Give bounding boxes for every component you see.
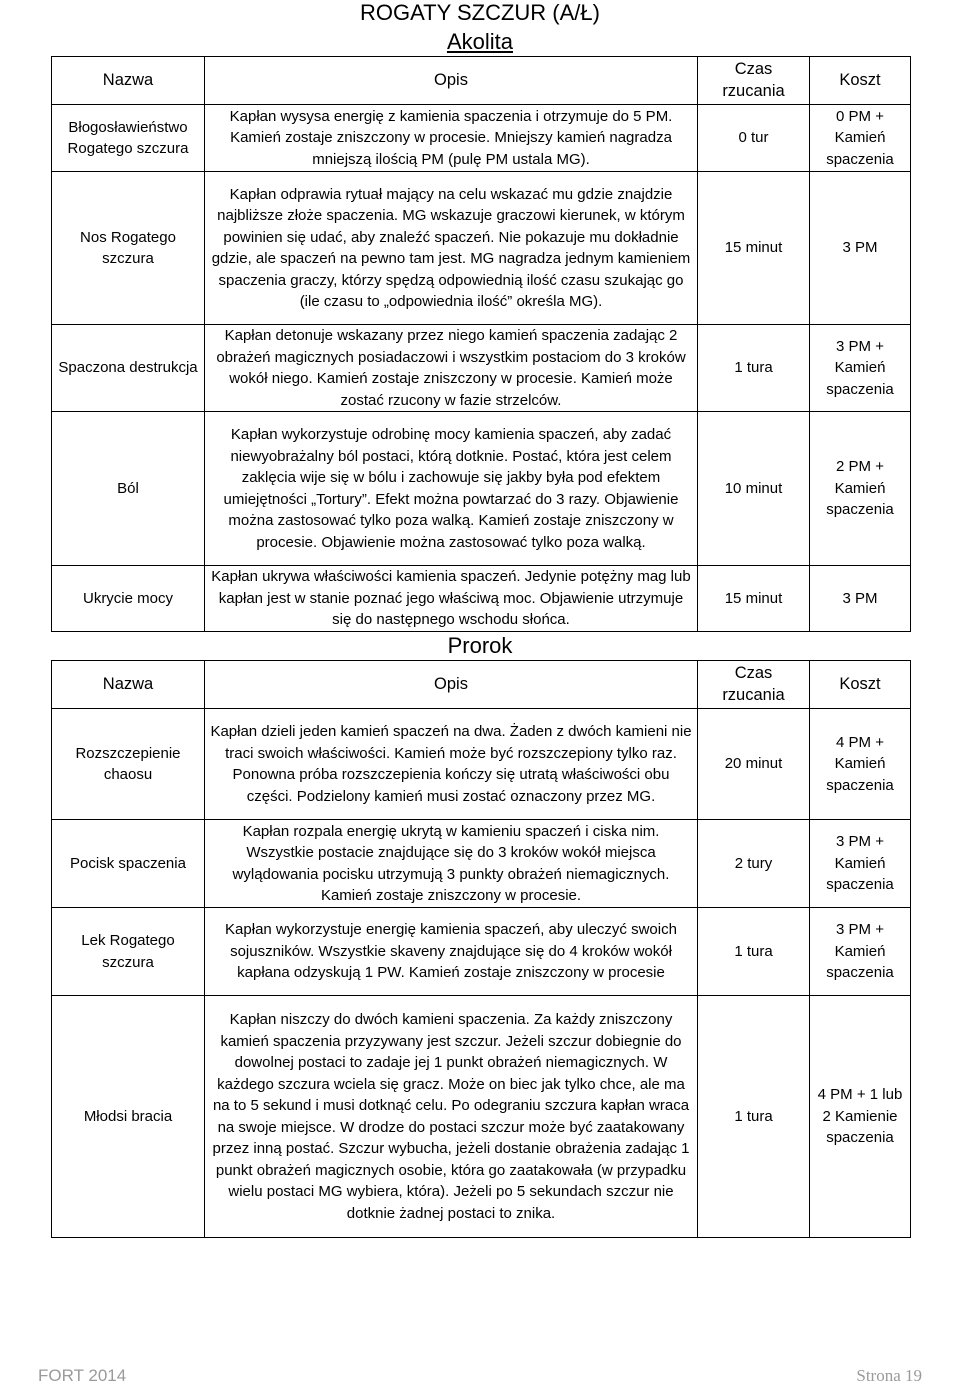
spell-name: Ukrycie mocy	[52, 566, 205, 632]
spell-time: 0 tur	[698, 105, 810, 172]
spell-name: Lek Rogatego szczura	[52, 908, 205, 996]
table-row	[52, 172, 911, 325]
spell-desc: Kapłan rozpala energię ukrytą w kamieniu spaczeń i ciska nim. Wszystkie postacie znajdujące się do 3 kroków wokół miejsca wylądowania pocisku utrzymują 3 punkty obrażeń niemagicznych. Kamień zostaje zniszczony w procesie.	[205, 820, 698, 908]
spell-cost: 3 PM + Kamień spaczenia	[810, 820, 911, 908]
spell-name: Ból	[52, 412, 205, 566]
header-name: Nazwa	[52, 57, 205, 105]
table-row	[52, 566, 911, 632]
spell-time: 1 tura	[698, 908, 810, 996]
spell-desc: Kapłan odprawia rytuał mający na celu wskazać mu gdzie znajdzie najbliższe złoże spaczenia. MG wskazuje graczowi kierunek, w którym powinien się udać, aby znaleźć spaczeń. Nie pokazuje mu dokładnie gdzie, ale spaczeń na pewno tam jest. MG nagradza jednym kamieniem spaczenia graczy, którzy spędzą odpowiednią ilość czasu szukając go (ile czasu to „odpowiednia ilość” określa MG).	[205, 172, 698, 325]
spell-time: 10 minut	[698, 412, 810, 566]
spell-name: Młodsi bracia	[52, 996, 205, 1238]
header-time: Czas rzucania	[698, 661, 810, 709]
spell-name: Pocisk spaczenia	[52, 820, 205, 908]
spell-cost: 3 PM + Kamień spaczenia	[810, 908, 911, 996]
document-title: ROGATY SZCZUR (A/Ł)	[360, 0, 600, 25]
table-row	[52, 709, 911, 820]
spell-desc: Kapłan wykorzystuje energię kamienia spaczeń, aby uleczyć swoich sojuszników. Wszystkie skaveny znajdujące się do 4 kroków wokół kapłana odzyskują 1 PW. Kamień zostaje zniszczony w procesie	[205, 908, 698, 996]
spell-time: 1 tura	[698, 325, 810, 412]
spell-cost: 0 PM + Kamień spaczenia	[810, 105, 911, 172]
spell-desc: Kapłan detonuje wskazany przez niego kamień spaczenia zadając 2 obrażeń magicznych posiadaczowi i wszystkim postaciom do 3 kroków wokół niego. Kamień zostaje zniszczony w procesie. Kamień może zostać rzucony w fazie strzelców.	[205, 325, 698, 412]
spell-name: Rozszczepienie chaosu	[52, 709, 205, 820]
spell-time: 1 tura	[698, 996, 810, 1238]
table-row	[52, 105, 911, 172]
spell-name: Nos Rogatego szczura	[52, 172, 205, 325]
table-row	[52, 908, 911, 996]
spell-name: Spaczona destrukcja	[52, 325, 205, 412]
table-row	[52, 996, 911, 1238]
spell-cost: 3 PM	[810, 566, 911, 632]
spell-cost: 2 PM + Kamień spaczenia	[810, 412, 911, 566]
spell-cost: 3 PM	[810, 172, 911, 325]
page-number: Strona 19	[856, 1366, 922, 1385]
header-cost: Koszt	[810, 661, 911, 709]
table-row	[52, 820, 911, 908]
spell-cost: 3 PM + Kamień spaczenia	[810, 325, 911, 412]
header-cost: Koszt	[810, 57, 911, 105]
table-header-row	[52, 661, 911, 709]
spell-desc: Kapłan wykorzystuje odrobinę mocy kamienia spaczeń, aby zadać niewyobrażalny ból postaci, którą dotknie. Postać, która jest celem zaklęcia wije się w bólu i zachowuje się jakby była pod efektem umiejętności „Tortury”. Efekt można powtarzać do 3 razy. Objawienie można zastosować tylko poza walką. Kamień zostaje zniszczony w procesie. Objawienie można zastosować tylko poza walką.	[205, 412, 698, 566]
spell-desc: Kapłan ukrywa właściwości kamienia spaczeń. Jedynie potężny mag lub kapłan jest w stanie poznać jego właściwą moc. Objawienie utrzymuje się do następnego wschodu słońca.	[205, 566, 698, 632]
spell-table-akolita	[51, 56, 911, 632]
spell-cost: 4 PM + Kamień spaczenia	[810, 709, 911, 820]
spell-desc: Kapłan wysysa energię z kamienia spaczenia i otrzymuje do 5 PM. Kamień zostaje zniszczony w procesie. Mniejszy kamień nagradza mniejszą ilością PM (pulę PM ustala MG).	[205, 105, 698, 172]
spell-name: Błogosławieństwo Rogatego szczura	[52, 105, 205, 172]
spell-time: 15 minut	[698, 172, 810, 325]
spell-desc: Kapłan dzieli jeden kamień spaczeń na dwa. Żaden z dwóch kamieni nie traci swoich właściwości. Kamień może być rozszczepiony tylko raz. Ponowna próba rozszczepienia kończy się utratą właściwości obu części. Podzielony kamień musi zostać oznaczony przez MG.	[205, 709, 698, 820]
header-desc: Opis	[205, 661, 698, 709]
spell-table-prorok	[51, 660, 911, 1238]
footer-left: FORT 2014	[38, 1366, 127, 1385]
header-name: Nazwa	[52, 661, 205, 709]
section-title-prorok: Prorok	[447, 633, 513, 658]
header-time: Czas rzucania	[698, 57, 810, 105]
spell-cost: 4 PM + 1 lub 2 Kamienie spaczenia	[810, 996, 911, 1238]
table-row	[52, 412, 911, 566]
section-title-akolita: Akolita	[446, 29, 514, 54]
spell-time: 20 minut	[698, 709, 810, 820]
header-desc: Opis	[205, 57, 698, 105]
spell-time: 15 minut	[698, 566, 810, 632]
table-header-row	[52, 57, 911, 105]
spell-time: 2 tury	[698, 820, 810, 908]
table-row	[52, 325, 911, 412]
spell-desc: Kapłan niszczy do dwóch kamieni spaczenia. Za każdy zniszczony kamień spaczenia przyzywany jest szczur. Jeżeli szczur dobiegnie do dowolnej postaci to zadaje jej 1 punkt obrażeń niemagicznych. W każdego szczura wciela się gracz. Może on biec jak tylko chce, ale ma na to 5 sekund i musi dotknąć celu. Po odegraniu szczura kapłan wraca na swoje miejsce. W drodze do postaci szczur może być zaatakowany przez inną postać. Szczur wybucha, jeżeli dostanie obrażenia zadając 1 punkt obrażeń magicznych osobie, która go zaatakowała (w przypadku wielu postaci MG wybiera, która). Jeżeli po 5 sekundach szczur nie dotknie żadnej postaci to znika.	[205, 996, 698, 1238]
